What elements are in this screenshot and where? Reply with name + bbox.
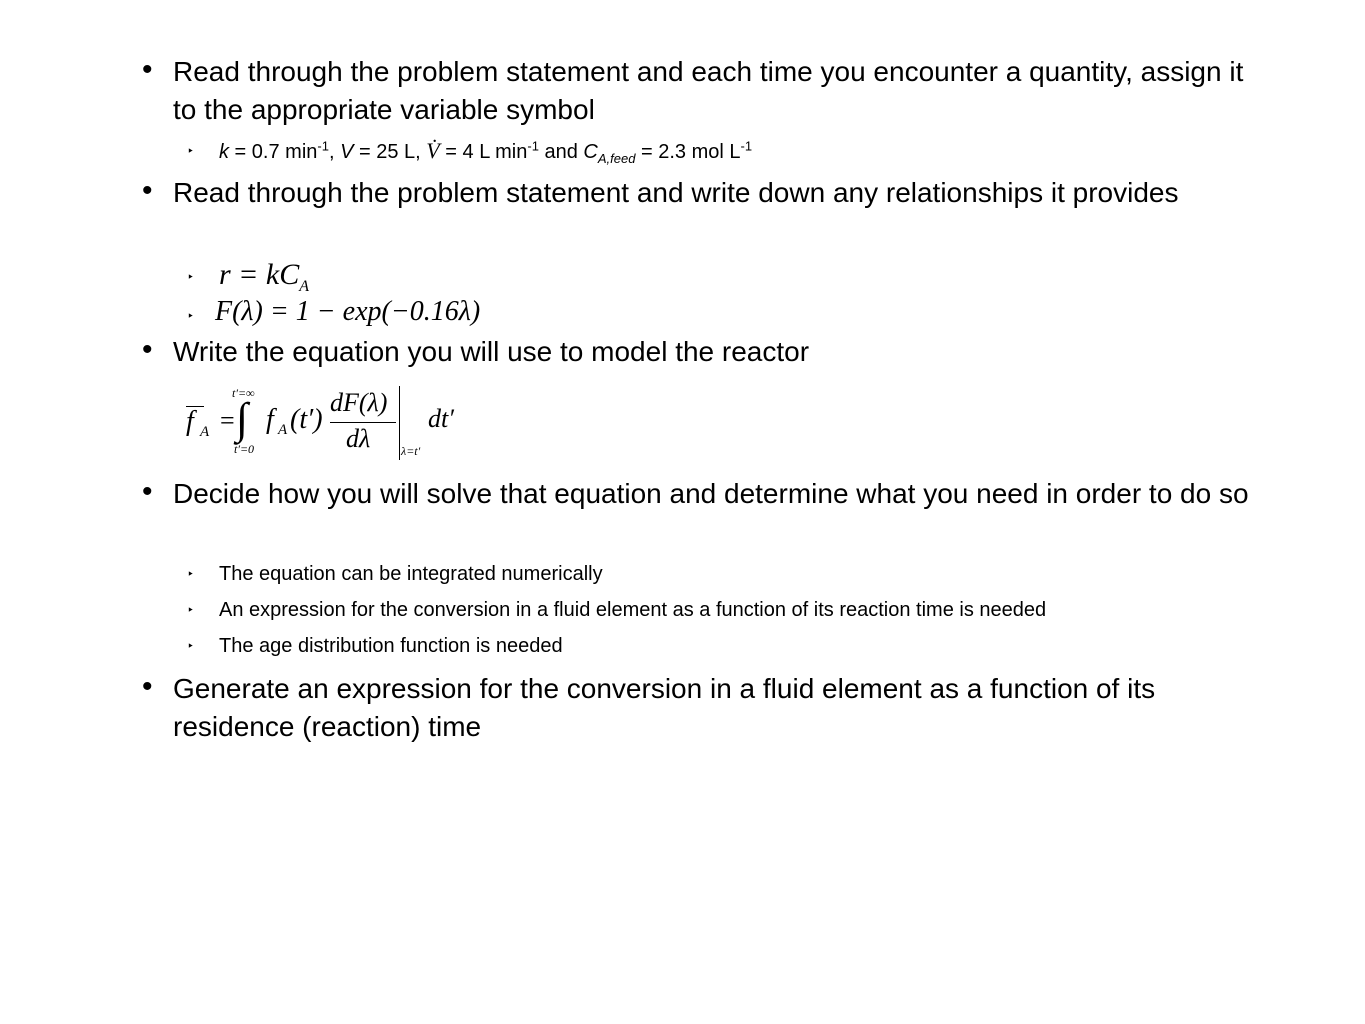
Vdot-symbol: V̇: [426, 138, 440, 163]
bullet-marker: •: [142, 174, 153, 207]
integral-sign: ∫: [236, 394, 249, 443]
F-equation: F(λ) = 1 − exp(−0.16λ): [215, 296, 481, 327]
bullet-5-text: Generate an expression for the conversion in a fluid element as a function of its residence (reaction) time: [173, 673, 1156, 742]
relationship-rate: [187, 258, 1259, 295]
C-exponent: -1: [740, 138, 753, 154]
bullet-marker: •: [142, 670, 153, 703]
fraction-denominator: dλ: [346, 424, 371, 453]
rate-equation-subscript: A: [299, 278, 310, 295]
fraction-bar: [330, 422, 396, 423]
bullet-1: [142, 53, 1253, 129]
arrow-marker: ‣: [187, 567, 195, 581]
arrow-marker: ‣: [187, 270, 195, 284]
arrow-marker: ‣: [187, 144, 195, 158]
k-exponent: -1: [317, 138, 329, 154]
Vdot-exponent: -1: [527, 138, 539, 154]
sub-bullet-4-3: [187, 634, 1259, 658]
bullet-marker: •: [142, 333, 153, 366]
bullet-marker: •: [142, 475, 153, 508]
integrand-sub: A: [278, 422, 288, 438]
separator: ,: [328, 141, 341, 163]
bullet-4: [142, 475, 1253, 513]
eval-bar: [399, 386, 400, 460]
lhs-sub: A: [200, 424, 210, 440]
V-value: = 25 L,: [353, 141, 427, 163]
bullet-2: [142, 174, 1253, 212]
upper-limit: t′=∞: [232, 386, 255, 400]
and-word: and: [538, 141, 584, 163]
arrow-marker: ‣: [187, 309, 195, 323]
bullet-2-text: Read through the problem statement and write down any relationships it provides: [173, 177, 1179, 208]
dt-prime: dt′: [428, 404, 454, 433]
rate-equation-text: r = kC: [219, 258, 300, 291]
arrow-marker: ‣: [187, 639, 195, 653]
rate-equation: [219, 258, 310, 295]
integrand-arg: (t′): [290, 404, 323, 435]
bullet-3-text: Write the equation you will use to model the reactor: [173, 336, 810, 367]
k-value: = 0.7 min: [229, 141, 318, 163]
V-symbol: V: [340, 141, 354, 163]
sub-bullet-text: An expression for the conversion in a fluid element as a function of its reaction time is needed: [219, 599, 1047, 621]
quantities-line: [187, 138, 1259, 166]
bullet-4-text: Decide how you will solve that equation and determine what you need in order to do so: [173, 478, 1249, 509]
C-symbol: C: [583, 141, 598, 163]
arrow-marker: ‣: [187, 603, 195, 617]
fraction-numerator: dF(λ): [330, 388, 388, 417]
model-equation: [180, 382, 480, 462]
C-value: = 2.3 mol L: [635, 141, 741, 163]
eval-at: λ=t′: [401, 444, 421, 458]
sub-bullet-text: The age distribution function is needed: [219, 635, 563, 657]
bullet-marker: •: [142, 53, 153, 86]
lhs-f: f: [186, 406, 194, 437]
sub-bullet-4-2: [187, 598, 1259, 622]
lower-limit: t′=0: [234, 442, 255, 456]
Vdot-value: = 4 L min: [439, 141, 528, 163]
sub-bullet-4-1: [187, 562, 1259, 586]
bullet-1-text: Read through the problem statement and each time you encounter a quantity, assign it to the appropriate variable symbol: [173, 56, 1244, 125]
k-symbol: k: [219, 141, 229, 163]
C-subscript: A,feed: [597, 151, 636, 166]
bullet-5: [142, 670, 1253, 746]
equals-sign: =: [220, 406, 235, 435]
relationship-F: [187, 296, 1259, 327]
bullet-3: [142, 333, 1253, 371]
integrand-f: f: [266, 404, 274, 435]
sub-bullet-text: The equation can be integrated numerically: [219, 563, 603, 585]
